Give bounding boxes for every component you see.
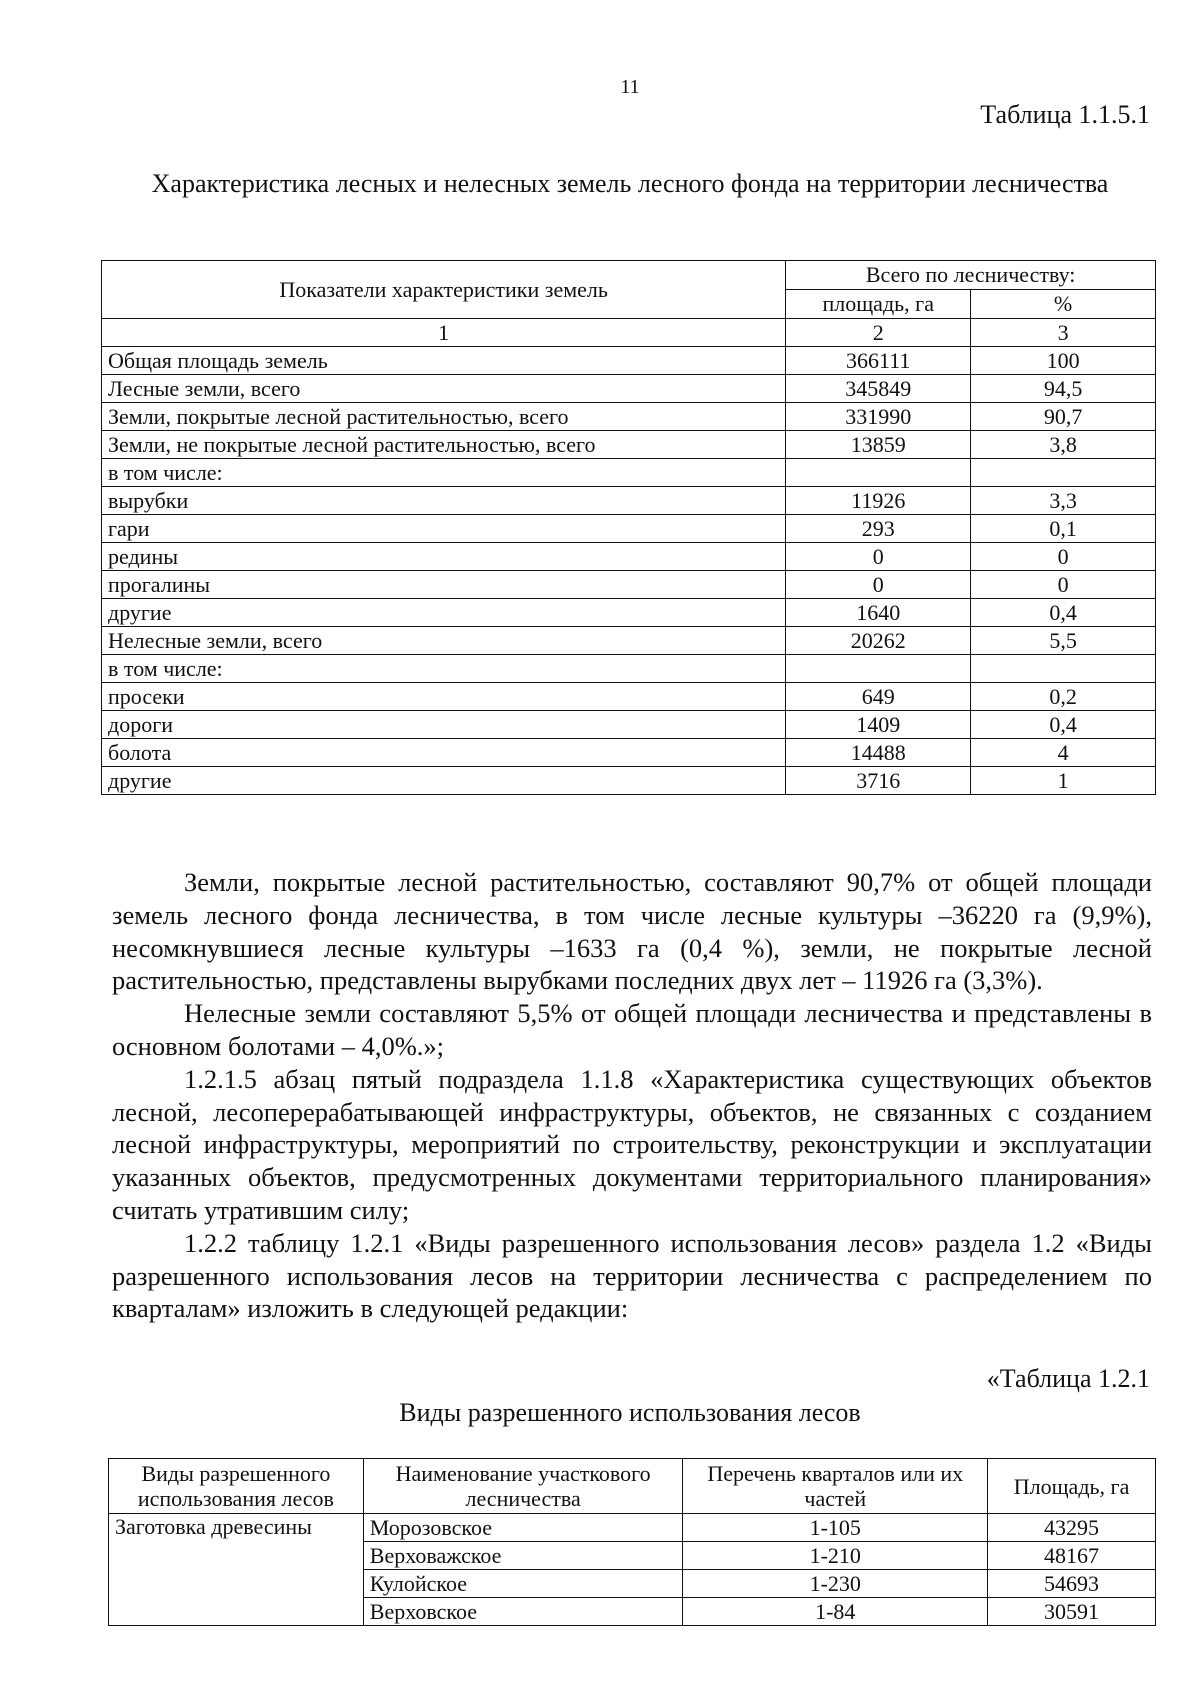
area-cell: 293 <box>786 515 971 543</box>
header-use-type: Виды разрешенного использования лесов <box>109 1459 364 1514</box>
district-cell: Верховажское <box>363 1542 683 1570</box>
area-cell <box>786 655 971 683</box>
table-2-label: «Таблица 1.2.1 <box>986 1364 1150 1393</box>
table-row <box>102 543 1156 571</box>
row-name-cell: болота <box>102 739 786 767</box>
table-row <box>109 1514 1156 1542</box>
table-1-label: Таблица 1.1.5.1 <box>980 100 1150 129</box>
table-2-title: Виды разрешенного использования лесов <box>399 1398 861 1427</box>
row-name-cell: Земли, покрытые лесной растительностью, всего <box>102 403 786 431</box>
row-name-cell: вырубки <box>102 487 786 515</box>
area-cell: 345849 <box>786 375 971 403</box>
area-cell: 366111 <box>786 347 971 375</box>
row-name-cell: Лесные земли, всего <box>102 375 786 403</box>
district-cell: Морозовское <box>363 1514 683 1542</box>
table-1-title: Характеристика лесных и нелесных земель лесного фонда на территории лесничества <box>151 169 1109 198</box>
percent-cell: 0 <box>971 543 1156 571</box>
percent-cell: 90,7 <box>971 403 1156 431</box>
header-district: Наименование участкового лесничества <box>363 1459 683 1514</box>
area-cell: 11926 <box>786 487 971 515</box>
row-name-cell: в том числе: <box>102 459 786 487</box>
table-header-row <box>102 261 1156 290</box>
body-text <box>112 866 1152 1325</box>
column-number: 3 <box>971 319 1156 347</box>
area-cell: 0 <box>786 543 971 571</box>
header-percent: % <box>971 290 1156 319</box>
district-cell: Кулойское <box>363 1570 683 1598</box>
percent-cell <box>971 459 1156 487</box>
area-cell: 43295 <box>988 1514 1156 1542</box>
land-characteristics-table <box>101 260 1156 795</box>
table-row <box>102 739 1156 767</box>
area-cell <box>786 459 971 487</box>
row-name-cell: редины <box>102 543 786 571</box>
percent-cell: 0,4 <box>971 599 1156 627</box>
paragraph: Нелесные земли составляют 5,5% от общей площади лесничества и представлены в основном болотами – 4,0%.»; <box>112 998 1152 1061</box>
row-name-cell: Земли, не покрытые лесной растительностью, всего <box>102 431 786 459</box>
percent-cell: 94,5 <box>971 375 1156 403</box>
area-cell: 1640 <box>786 599 971 627</box>
area-cell: 1409 <box>786 711 971 739</box>
percent-cell: 1 <box>971 767 1156 795</box>
header-total: Всего по лесничеству: <box>786 261 1156 290</box>
page-number: 11 <box>620 76 640 98</box>
quarters-cell: 1-230 <box>683 1570 988 1598</box>
percent-cell: 0 <box>971 571 1156 599</box>
table-row <box>102 515 1156 543</box>
district-cell: Верховское <box>363 1598 683 1626</box>
area-cell: 3716 <box>786 767 971 795</box>
table-row <box>102 487 1156 515</box>
table-row <box>102 711 1156 739</box>
table-row <box>102 571 1156 599</box>
table-row <box>102 347 1156 375</box>
area-cell: 0 <box>786 571 971 599</box>
area-cell: 20262 <box>786 627 971 655</box>
table-row <box>102 431 1156 459</box>
quarters-cell: 1-210 <box>683 1542 988 1570</box>
column-numbers-row <box>102 319 1156 347</box>
table-row <box>102 683 1156 711</box>
row-name-cell: другие <box>102 767 786 795</box>
percent-cell <box>971 655 1156 683</box>
row-name-cell: прогалины <box>102 571 786 599</box>
column-number: 1 <box>102 319 786 347</box>
row-name-cell: Нелесные земли, всего <box>102 627 786 655</box>
use-type-cell: Заготовка древесины <box>109 1514 364 1626</box>
table-row <box>102 403 1156 431</box>
percent-cell: 4 <box>971 739 1156 767</box>
table-row <box>102 767 1156 795</box>
row-name-cell: в том числе: <box>102 655 786 683</box>
table-row <box>102 627 1156 655</box>
area-cell: 14488 <box>786 739 971 767</box>
paragraph: Земли, покрытые лесной растительностью, составляют 90,7% от общей площади земель лесного фонда лесничества, в том числе лесные культуры –36220 га (9,9%), несомкнувшиеся лесные культуры –1633 га (0,4 %), земли, не покрытые лесной растительностью, представлены вырубками последних двух лет – 11926 га (3,3%). <box>112 867 1152 996</box>
percent-cell: 100 <box>971 347 1156 375</box>
quarters-cell: 1-105 <box>683 1514 988 1542</box>
percent-cell: 3,8 <box>971 431 1156 459</box>
row-name-cell: просеки <box>102 683 786 711</box>
header-quarters: Перечень кварталов или их частей <box>683 1459 988 1514</box>
table-header-row <box>109 1459 1156 1514</box>
area-cell: 331990 <box>786 403 971 431</box>
table-row <box>102 599 1156 627</box>
table-row <box>102 459 1156 487</box>
row-name-cell: Общая площадь земель <box>102 347 786 375</box>
paragraph: 1.2.2 таблицу 1.2.1 «Виды разрешенного использования лесов» раздела 1.2 «Виды разрешенного использования лесов на территории лесничества с распределением по кварталам» изложить в следующей редакции: <box>112 1227 1152 1324</box>
header-area: Площадь, га <box>988 1459 1156 1514</box>
area-cell: 13859 <box>786 431 971 459</box>
column-number: 2 <box>786 319 971 347</box>
percent-cell: 0,2 <box>971 683 1156 711</box>
header-indicator: Показатели характеристики земель <box>102 261 786 319</box>
area-cell: 54693 <box>988 1570 1156 1598</box>
percent-cell: 3,3 <box>971 487 1156 515</box>
row-name-cell: гари <box>102 515 786 543</box>
forest-use-table <box>108 1458 1156 1626</box>
row-name-cell: другие <box>102 599 786 627</box>
area-cell: 30591 <box>988 1598 1156 1626</box>
area-cell: 649 <box>786 683 971 711</box>
quarters-cell: 1-84 <box>683 1598 988 1626</box>
row-name-cell: дороги <box>102 711 786 739</box>
area-cell: 48167 <box>988 1542 1156 1570</box>
table-body <box>102 347 1156 795</box>
header-area: площадь, га <box>786 290 971 319</box>
percent-cell: 0,1 <box>971 515 1156 543</box>
paragraph: 1.2.1.5 абзац пятый подраздела 1.1.8 «Характеристика существующих объектов лесной, лесоперерабатывающей инфраструктуры, объектов, не связанных с созданием лесной инфраструктуры, мероприятий по строительству, реконструкции и эксплуатации указанных объектов, предусмотренных документами территориального планирования» считать утратившим силу; <box>112 1063 1152 1225</box>
table-row <box>102 655 1156 683</box>
table-row <box>102 375 1156 403</box>
percent-cell: 0,4 <box>971 711 1156 739</box>
percent-cell: 5,5 <box>971 627 1156 655</box>
